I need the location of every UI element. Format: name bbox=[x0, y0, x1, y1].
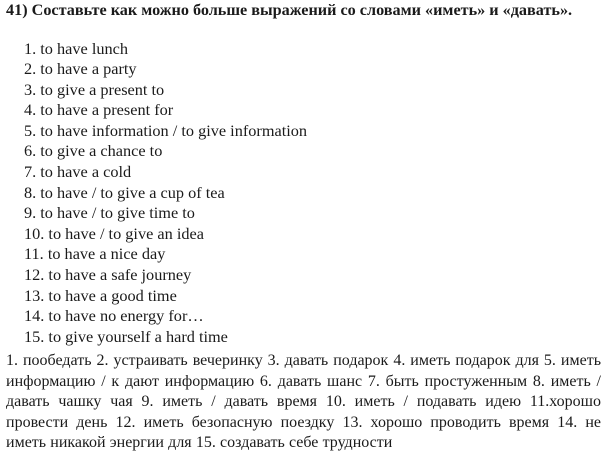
list-item: 1. to have lunch bbox=[24, 38, 128, 58]
list-item: 13. to have a good time bbox=[24, 285, 177, 305]
list-item: 15. to give yourself a hard time bbox=[24, 326, 228, 346]
list-item: 2. to have a party bbox=[24, 59, 137, 79]
list-item: 10. to have / to give an idea bbox=[24, 223, 204, 243]
list-item: 5. to have information / to give information bbox=[24, 120, 308, 140]
exercise-title: 41) Составьте как можно больше выражений со словами «иметь» и «давать». bbox=[6, 1, 573, 19]
phrase-list bbox=[24, 39, 307, 348]
list-item: 8. to have / to give a cup of tea bbox=[24, 182, 225, 202]
list-item: 11. to have a nice day bbox=[24, 244, 166, 264]
list-item: 9. to have / to give time to bbox=[24, 203, 195, 223]
list-item: 14. to have no energy for… bbox=[24, 306, 204, 326]
list-item: 4. to have a present for bbox=[24, 100, 174, 120]
translation-paragraph: 1. пообедать 2. устраивать вечеринку 3. давать подарок 4. иметь подарок для 5. иметь информацию / к дают информацию 6. давать шанс 7. быть простуженным 8. иметь / давать чашку чая 9. иметь / давать время 10. иметь / подавать идею 11.хорошо провести день 12. иметь безопасную поездку 13. хорошо проводить время 14. не иметь никакой энергии для 15. создавать себе трудности bbox=[6, 352, 601, 451]
list-item: 7. to have a cold bbox=[24, 162, 132, 182]
list-item: 12. to have a safe journey bbox=[24, 265, 192, 285]
list-item: 6. to give a chance to bbox=[24, 141, 163, 161]
list-item: 3. to give a present to bbox=[24, 79, 165, 99]
